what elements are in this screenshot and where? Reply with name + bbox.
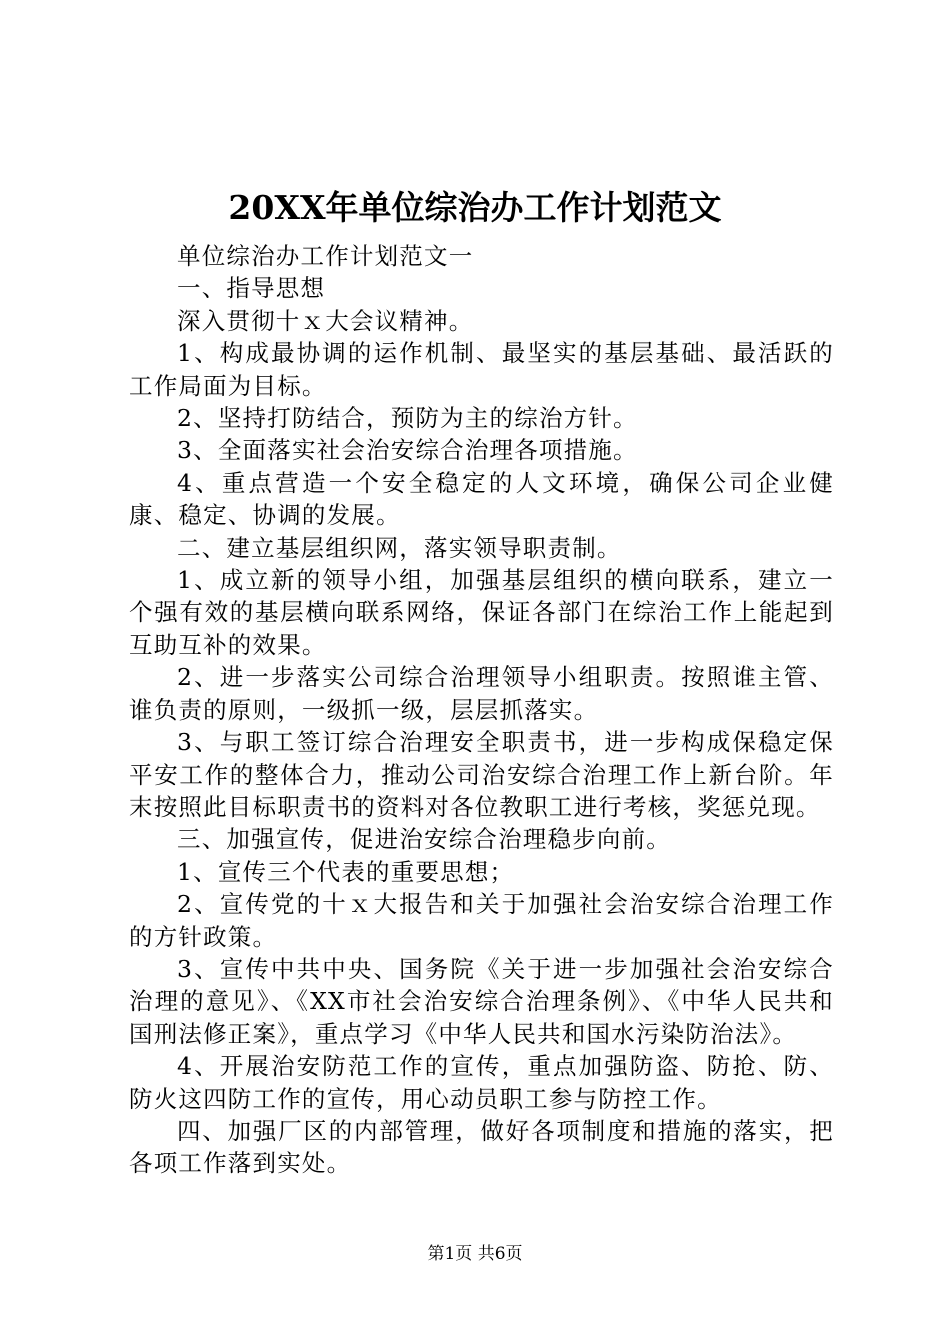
paragraph: 1、宣传三个代表的重要思想； [177, 857, 515, 886]
paragraph: 1、构成最协调的运作机制、最坚实的基层基础、最活跃的工作局面为目标。 [129, 339, 834, 400]
paragraph: 2、坚持打防结合，预防为主的综治方针。 [177, 404, 638, 433]
paragraph: 3、与职工签订综合治理安全职责书，进一步构成保稳定保平安工作的整体合力，推动公司治安综合治理工作上新台阶。年末按照此目标职责书的资料对各位教职工进行考核，奖惩兑现。 [129, 728, 834, 821]
paragraph: 1、成立新的领导小组，加强基层组织的横向联系，建立一个强有效的基层横向联系网络，保证各部门在综治工作上能起到互助互补的效果。 [129, 566, 834, 659]
paragraph: 单位综治办工作计划范文一 [177, 242, 474, 270]
paragraph: 2、进一步落实公司综合治理领导小组职责。按照谁主管、谁负责的原则，一级抓一级，层层抓落实。 [129, 663, 834, 724]
paragraph: 4、开展治安防范工作的宣传，重点加强防盗、防抢、防、防火这四防工作的宣传，用心动员职工参与防控工作。 [129, 1052, 834, 1113]
paragraph: 4、重点营造一个安全稳定的人文环境，确保公司企业健康、稳定、协调的发展。 [129, 468, 834, 530]
paragraph: 一、指导思想 [177, 274, 326, 303]
paragraph: 四、加强厂区的内部管理，做好各项制度和措施的落实，把各项工作落到实处。 [129, 1116, 834, 1178]
paragraph: 二、建立基层组织网，落实领导职责制。 [177, 533, 622, 562]
document-title: 20XX年单位综治办工作计划范文 [228, 188, 722, 227]
paragraph: 3、宣传中共中央、国务院《关于进一步加强社会治安综合治理的意见》、《XX市社会治安综合治理条例》、《中华人民共和国刑法修正案》，重点学习《中华人民共和国水污染防治法》。 [129, 954, 834, 1048]
paragraph: 2、宣传党的十ｘ大报告和关于加强社会治安综合治理工作的方针政策。 [129, 890, 834, 951]
paragraph: 三、加强宣传，促进治安综合治理稳步向前。 [177, 825, 671, 854]
page-footer: 第1页 共6页 [427, 1244, 523, 1264]
paragraph: 深入贯彻十ｘ大会议精神。 [177, 306, 474, 335]
paragraph: 3、全面落实社会治安综合治理各项措施。 [177, 436, 638, 465]
document-body [129, 240, 834, 1180]
